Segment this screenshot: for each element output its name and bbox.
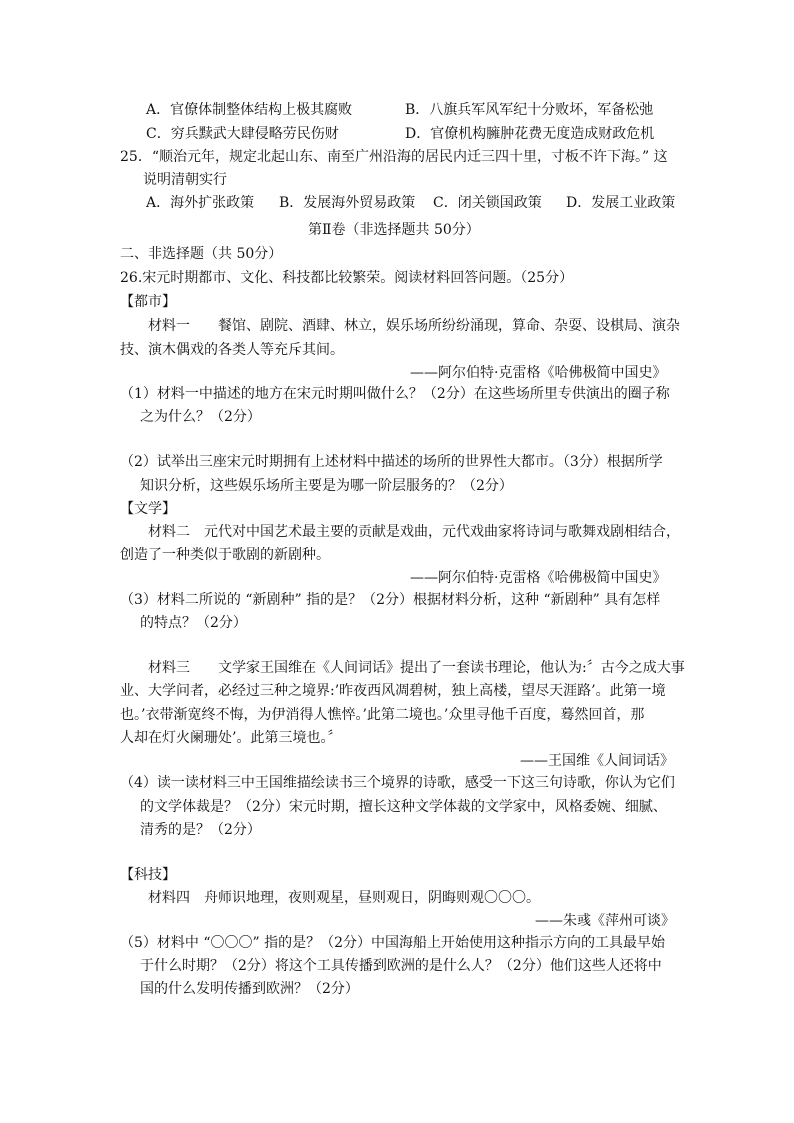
material1-line2: 技、演木偶戏的各类人等充斥其间。 — [120, 342, 344, 358]
question4-line1: （4）读一读材料三中王国维描绘读书三个境界的诗歌，感受一下这三句诗歌，你认为它们 — [120, 775, 675, 791]
section-heading: 二、非选择题（共 50分） — [120, 246, 283, 262]
q25-stem-line2: 说明清朝实行 — [143, 172, 227, 188]
q25-stem-line1: 25．“顺治元年，规定北起山东、南至广州沿海的居民内迁三四十里，寸板不许下海。” 这 — [120, 149, 668, 165]
material3-line2: 业、大学问者，必经过三种之境界:’昨夜西风凋碧树，独上高楼，望尽天涯路’。此第一境 — [120, 683, 666, 699]
material4: 材料四 舟师识地理，夜则观星，昼则观日，阴晦则观〇〇〇。 — [148, 890, 540, 906]
source3: ——王国维《人间词话》 — [520, 753, 674, 769]
material1-line1: 材料一 餐馆、剧院、酒肆、林立，娱乐场所纷纷涌现，算命、杂耍、设棋局、演杂 — [148, 318, 680, 334]
material2-line2: 创造了一种类似于歌剧的新剧种。 — [120, 547, 330, 563]
source1: ——阿尔伯特·克雷格《哈佛极简中国史》 — [410, 365, 667, 381]
literature-heading: 【文学】 — [120, 501, 176, 517]
q26-intro: 26.宋元时期都市、文化、科技都比较繁荣。阅读材料回答问题。（25分） — [120, 270, 574, 286]
question5-line3: 国的什么发明传播到欧洲？（2分） — [140, 981, 359, 997]
question2-line1: （2）试举出三座宋元时期拥有上述材料中描述的场所的世界性大都市。（3分）根据所学 — [120, 454, 663, 470]
q25-option-d: D．发展工业政策 — [566, 195, 676, 211]
material3-line1: 材料三 文学家王国维在《人间词话》提出了一套读书理论，他认为:〞古今之成大事 — [148, 660, 685, 676]
q24-option-c: C．穷兵黩武大肆侵略劳民伤财 — [146, 126, 339, 142]
part-two-title: 第Ⅱ卷（非选择题共 50分） — [308, 222, 480, 238]
material2-line1: 材料二 元代对中国艺术最主要的贡献是戏曲，元代戏曲家将诗词与歌舞戏剧相结合， — [148, 524, 680, 540]
technology-heading: 【科技】 — [120, 867, 176, 883]
question3-line2: 的特点？（2分） — [140, 615, 247, 631]
question4-line2: 的文学体裁是？（2分）宋元时期，擅长这种文学体裁的文学家中，风格委婉、细腻、 — [140, 799, 667, 815]
q25-option-a: A．海外扩张政策 — [146, 195, 255, 211]
urban-heading: 【都市】 — [120, 294, 176, 310]
question1-line1: （1）材料一中描述的地方在宋元时期叫做什么？（2分）在这些场所里专供演出的圈子称 — [120, 386, 670, 402]
question5-line2: 于什么时期？（2分）将这个工具传播到欧洲的是什么人？（2分）他们这些人还将中 — [140, 958, 662, 974]
q24-option-a: A．官僚体制整体结构上极其腐败 — [146, 102, 353, 118]
q24-option-b: B．八旗兵军风军纪十分败坏，军备松弛 — [405, 102, 654, 118]
q25-option-c: C．闭关锁国政策 — [433, 195, 542, 211]
question2-line2: 知识分析，这些娱乐场所主要是为哪一阶层服务的？（2分） — [140, 478, 513, 494]
source2: ——阿尔伯特·克雷格《哈佛极简中国史》 — [410, 570, 667, 586]
q24-option-d: D．官僚机构臃肿花费无度造成财政危机 — [405, 126, 655, 142]
q25-option-b: B．发展海外贸易政策 — [279, 195, 416, 211]
question1-line2: 之为什么？（2分） — [140, 409, 261, 425]
question5-line1: （5）材料中 “〇〇〇” 指的是？（2分）中国海船上开始使用这种指示方向的工具最早始 — [120, 935, 666, 951]
material3-line4: 人却在灯火阑珊处’。此第三境也。〞 — [120, 730, 342, 746]
material3-line3: 也。’衣带渐宽终不悔，为伊消得人憔悴。’此第二境也。’众里寻他千百度，蓦然回首，那 — [120, 707, 645, 723]
source4: ——朱彧《萍州可谈》 — [535, 913, 675, 929]
question4-line3: 清秀的是？（2分） — [140, 822, 261, 838]
question3-line1: （3）材料二所说的 “新剧种” 指的是？（2分）根据材料分析，这种 “新剧种” 具有怎样 — [120, 592, 661, 608]
